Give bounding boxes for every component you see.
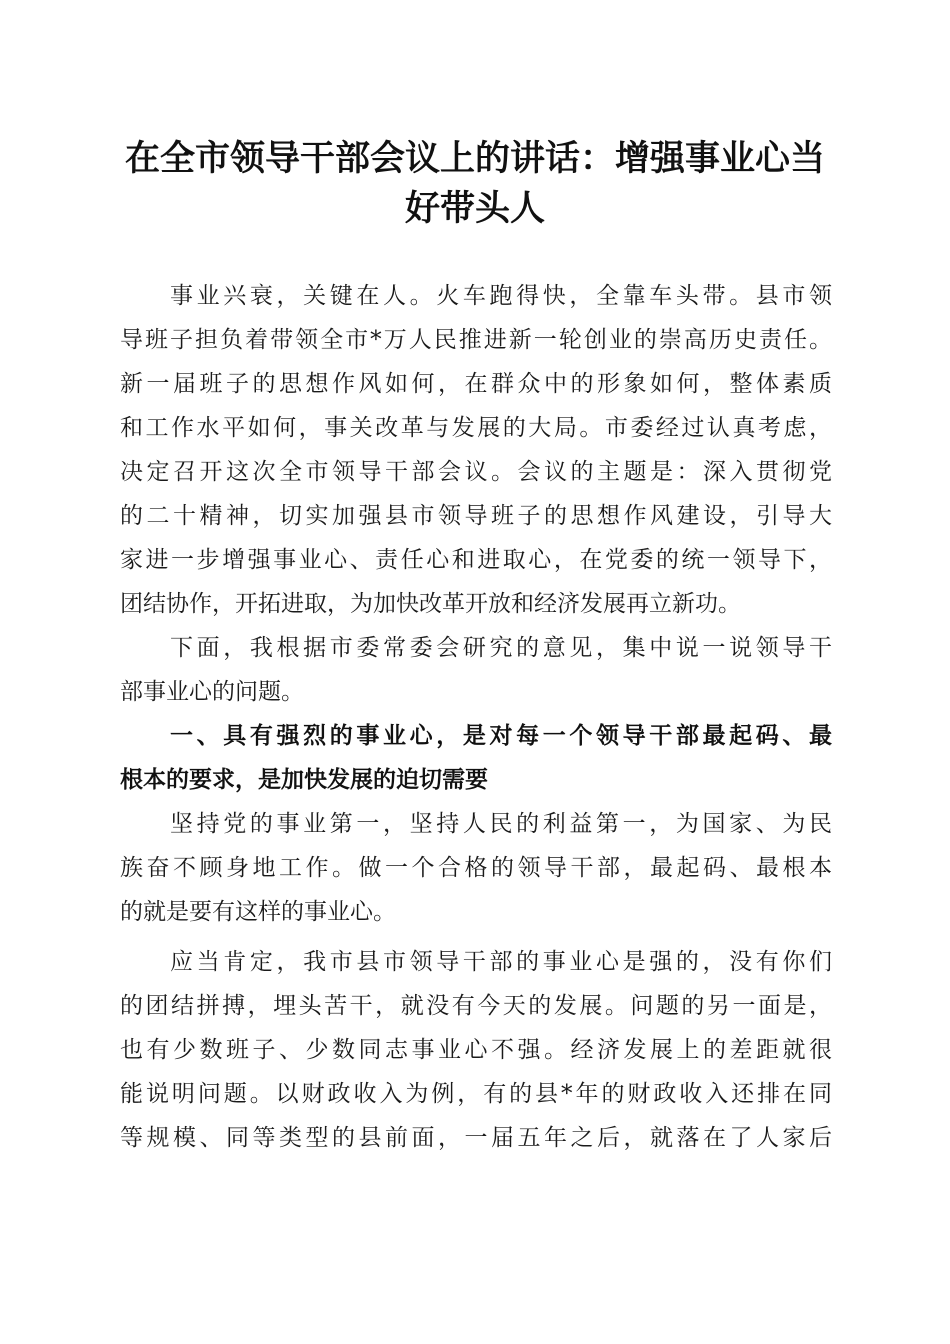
paragraph-1 <box>120 274 832 626</box>
document-title <box>100 134 850 234</box>
paragraph-4-line: 能说明问题。以财政收入为例，有的县*年的财政收入还排在同 <box>120 1081 832 1107</box>
title-line-2: 好带头人 <box>404 188 545 229</box>
paragraph-1-line: 决定召开这次全市领导干部会议。会议的主题是：深入贯彻党 <box>120 459 832 485</box>
paragraph-1-line: 团结协作，开拓进取，为加快改革开放和经济发展再立新功。 <box>120 591 741 617</box>
paragraph-3-line: 的就是要有这样的事业心。 <box>120 899 396 925</box>
paragraph-2-line: 下面，我根据市委常委会研究的意见，集中说一说领导干 <box>170 635 832 661</box>
paragraph-4 <box>120 940 832 1160</box>
paragraph-4-line: 等规模、同等类型的县前面，一届五年之后，就落在了人家后 <box>120 1125 832 1151</box>
paragraph-2-line: 部事业心的问题。 <box>120 679 304 705</box>
paragraph-1-line: 的二十精神，切实加强县市领导班子的思想作风建设，引导大 <box>120 503 832 529</box>
paragraph-2 <box>120 626 832 714</box>
document-body <box>120 274 832 1160</box>
paragraph-3-line: 族奋不顾身地工作。做一个合格的领导干部，最起码、最根本 <box>120 855 832 881</box>
paragraph-1-line: 家进一步增强事业心、责任心和进取心，在党委的统一领导下， <box>120 547 832 573</box>
paragraph-4-line: 应当肯定，我市县市领导干部的事业心是强的，没有你们 <box>170 949 832 975</box>
section-heading-1 <box>120 714 832 802</box>
paragraph-4-line: 的团结拼搏，埋头苦干，就没有今天的发展。问题的另一面是， <box>120 993 832 1019</box>
section-heading-line: 一、具有强烈的事业心，是对每一个领导干部最起码、最 <box>170 723 832 749</box>
paragraph-1-line: 和工作水平如何，事关改革与发展的大局。市委经过认真考虑， <box>120 415 832 441</box>
section-heading-line: 根本的要求，是加快发展的迫切需要 <box>120 767 488 793</box>
paragraph-1-line: 导班子担负着带领全市*万人民推进新一轮创业的崇高历史责任。 <box>120 327 832 353</box>
paragraph-3-line: 坚持党的事业第一，坚持人民的利益第一，为国家、为民 <box>170 811 832 837</box>
paragraph-1-line: 新一届班子的思想作风如何，在群众中的形象如何，整体素质 <box>120 371 832 397</box>
paragraph-1-line: 事业兴衰，关键在人。火车跑得快，全靠车头带。县市领 <box>170 283 832 309</box>
paragraph-3 <box>120 802 832 934</box>
title-line-1: 在全市领导干部会议上的讲话：增强事业心当 <box>124 138 825 179</box>
paragraph-4-line: 也有少数班子、少数同志事业心不强。经济发展上的差距就很 <box>120 1037 832 1063</box>
